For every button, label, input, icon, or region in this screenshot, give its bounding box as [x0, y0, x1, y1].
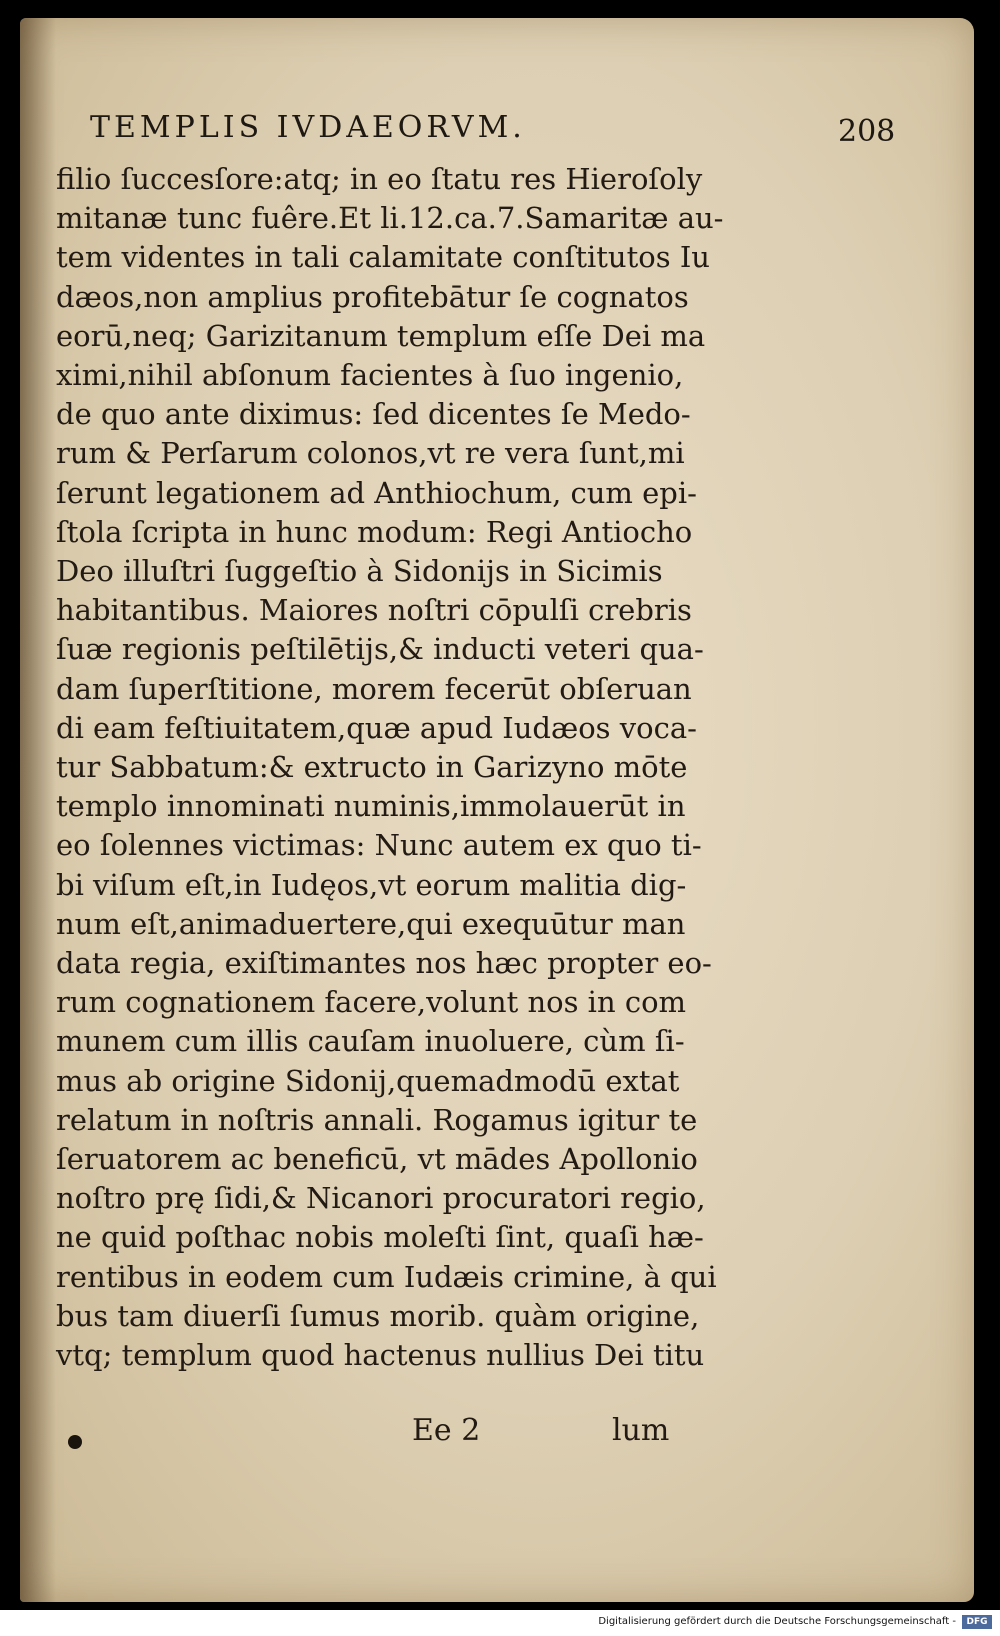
text-line: Deo illuſtri ſuggeſtio à Sidonijs in Sicimis [56, 554, 663, 589]
text-line: ſeruatorem ac beneficū, vt mādes Apollonio [56, 1142, 698, 1177]
footer-bar [0, 1610, 1000, 1636]
text-line: templo innominati numinis,immolauerūt in [56, 789, 686, 824]
book-page [20, 18, 974, 1602]
text-line: munem cum illis cauſam inuoluere, cùm ſi- [56, 1024, 685, 1059]
text-line: de quo ante diximus: ſed dicentes ſe Medo- [56, 397, 691, 432]
text-line: bus tam diuerſi ſumus morib. quàm origine, [56, 1298, 700, 1333]
text-line: eorū,neq; Garizitanum templum eſſe Dei ma [56, 318, 706, 353]
dfg-logo: DFG [962, 1615, 992, 1629]
text-line: ne quid poſthac nobis moleſti ſint, quaſi hæ- [56, 1220, 704, 1255]
text-line: di eam feſtiuitatem,quæ apud Iudæos voca- [56, 710, 697, 745]
text-line: mitanæ tunc fuêre.Et li.12.ca.7.Samaritæ au- [56, 201, 724, 236]
text-line: vtq; templum quod hactenus nullius Dei titu [56, 1338, 705, 1373]
text-line: rum cognationem facere,volunt nos in com [56, 985, 687, 1020]
text-line: rentibus in eodem cum Iudæis crimine, à qui [56, 1259, 717, 1294]
text-line: tur Sabbatum:& extructo in Garizyno mōte [56, 750, 688, 785]
catchword: lum [612, 1413, 670, 1448]
text-line: bi viſum eſt,in Iudęos,vt eorum malitia dig- [56, 867, 687, 902]
text-line: data regia, exiſtimantes nos hæc propter eo- [56, 946, 712, 981]
text-line: habitantibus. Maiores noſtri cōpulſi crebris [56, 593, 692, 628]
running-head: TEMPLIS IVDAEORVM. [90, 110, 526, 145]
text-line: relatum in noſtris annali. Rogamus igitur te [56, 1102, 698, 1137]
text-line: ſuæ regionis peſtilētijs,& inducti veteri qua- [56, 632, 704, 667]
signature-mark: Ee 2 [412, 1413, 481, 1448]
text-line: mus ab origine Sidonij,quemadmodū extat [56, 1063, 680, 1098]
page-number: 208 [838, 114, 896, 149]
text-line: ſerunt legationem ad Anthiochum, cum epi- [56, 475, 697, 510]
text-line: ſtola ſcripta in hunc modum: Regi Antiocho [56, 514, 693, 549]
footer-credit: Digitalisierung gefördert durch die Deutsche Forschungsgemeinschaft - [598, 1616, 956, 1627]
text-line: dam ſuperſtitione, morem fecerūt obſeruan [56, 671, 692, 706]
text-line: tem videntes in tali calamitate conſtitutos Iu [56, 240, 710, 275]
body-text [56, 160, 776, 1375]
text-line: noſtro prę ſidi,& Nicanori procuratori regio, [56, 1181, 706, 1216]
page-gutter-shadow [20, 18, 56, 1602]
text-line: num eſt,animaduertere,qui exequūtur man [56, 906, 686, 941]
text-line: eo ſolennes victimas: Nunc autem ex quo ti- [56, 828, 702, 863]
text-line: ximi,nihil abſonum facientes à ſuo ingenio, [56, 358, 684, 393]
ink-spot [68, 1435, 82, 1449]
text-line: rum & Perſarum colonos,vt re vera ſunt,mi [56, 436, 685, 471]
text-line: filio ſuccesſore:atq; in eo ſtatu res Hieroſoly [56, 162, 703, 196]
text-line: dæos,non amplius profitebātur ſe cognatos [56, 279, 689, 314]
